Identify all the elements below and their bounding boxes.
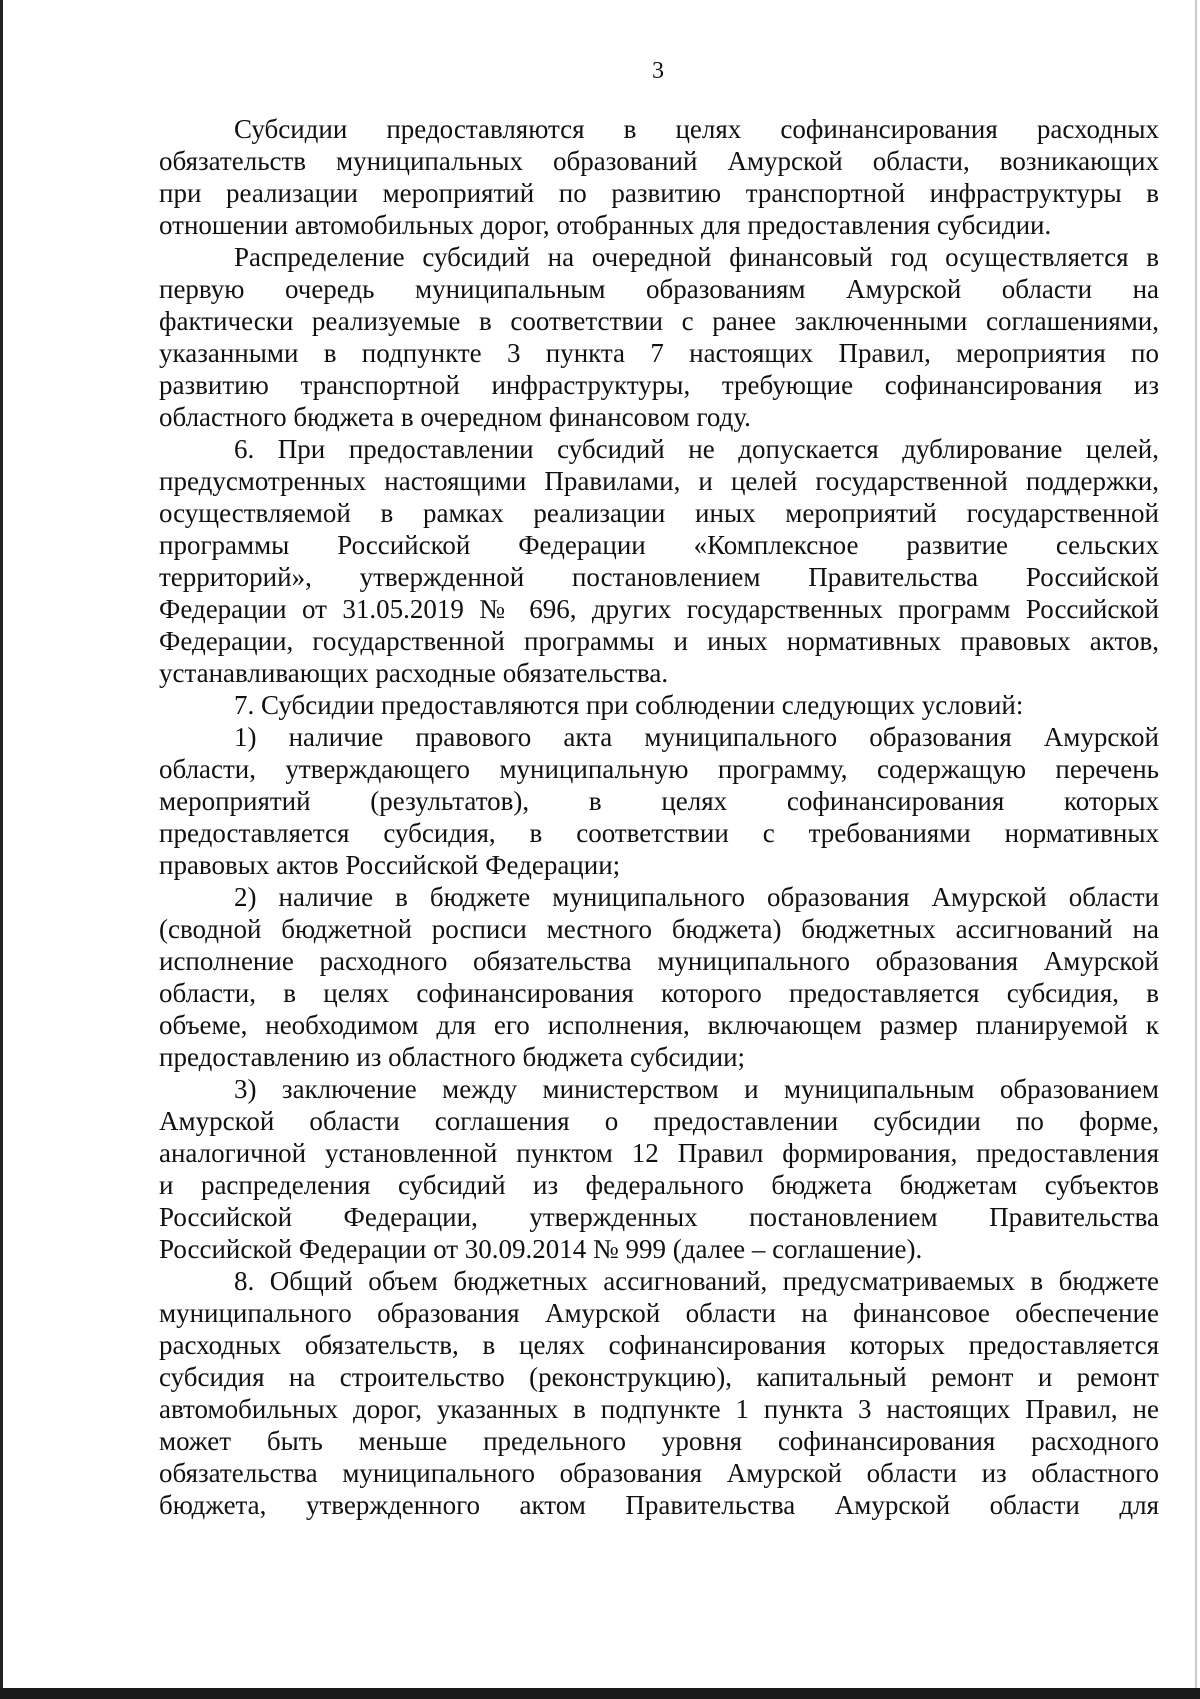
text-line: муниципального образования Амурской области на финансовое обеспечение bbox=[159, 1298, 1159, 1328]
text-line: осуществляемой в рамках реализации иных мероприятий государственной bbox=[159, 498, 1159, 528]
text-line: Федерации, государственной программы и иных нормативных правовых актов, bbox=[159, 626, 1159, 656]
text-line: Субсидии предоставляются в целях софинансирования расходных bbox=[234, 114, 1159, 144]
text-line: Амурской области соглашения о предоставлении субсидии по форме, bbox=[159, 1106, 1159, 1136]
text-line: территорий», утвержденной постановлением Правительства Российской bbox=[159, 562, 1159, 592]
text-line: Федерации от 31.05.2019 № 696, других государственных программ Российской bbox=[159, 594, 1159, 624]
text-line: Распределение субсидий на очередной финансовый год осуществляется в bbox=[234, 242, 1159, 272]
text-line: фактически реализуемые в соответствии с ранее заключенными соглашениями, bbox=[159, 306, 1159, 336]
scan-edge-left bbox=[0, 0, 3, 1699]
text-line: первую очередь муниципальным образованиям Амурской области на bbox=[159, 274, 1159, 304]
text-line: аналогичной установленной пунктом 12 Правил формирования, предоставления bbox=[159, 1138, 1159, 1168]
text-line: (сводной бюджетной росписи местного бюджета) бюджетных ассигнований на bbox=[159, 914, 1159, 944]
text-line: 2) наличие в бюджете муниципального образования Амурской области bbox=[234, 882, 1159, 912]
text-line: Российской Федерации от 30.09.2014 № 999 (далее – соглашение). bbox=[159, 1234, 923, 1264]
text-line: указанными в подпункте 3 пункта 7 настоящих Правил, мероприятия по bbox=[159, 338, 1159, 368]
text-line: правовых актов Российской Федерации; bbox=[159, 850, 621, 880]
text-line: устанавливающих расходные обязательства. bbox=[159, 658, 669, 688]
text-line: предоставлению из областного бюджета субсидии; bbox=[159, 1042, 746, 1072]
text-line: исполнение расходного обязательства муниципального образования Амурской bbox=[159, 946, 1159, 976]
text-line: может быть меньше предельного уровня софинансирования расходного bbox=[159, 1426, 1159, 1456]
text-line: и распределения субсидий из федерального бюджета бюджетам субъектов bbox=[159, 1170, 1159, 1200]
scan-edge-bottom bbox=[0, 1688, 1200, 1699]
page-number: 3 bbox=[652, 58, 664, 84]
text-line: бюджета, утвержденного актом Правительства Амурской области для bbox=[159, 1490, 1159, 1520]
scan-edge-right bbox=[1195, 0, 1197, 1699]
text-line: Российской Федерации, утвержденных постановлением Правительства bbox=[159, 1202, 1159, 1232]
text-line: 3) заключение между министерством и муниципальным образованием bbox=[234, 1074, 1159, 1104]
text-line: расходных обязательств, в целях софинансирования которых предоставляется bbox=[159, 1330, 1159, 1360]
text-line: автомобильных дорог, указанных в подпункте 1 пункта 3 настоящих Правил, не bbox=[159, 1394, 1159, 1424]
text-line: области, утверждающего муниципальную программу, содержащую перечень bbox=[159, 754, 1159, 784]
text-line: отношении автомобильных дорог, отобранных для предоставления субсидии. bbox=[159, 210, 1052, 240]
text-line: 7. Субсидии предоставляются при соблюдении следующих условий: bbox=[234, 690, 1024, 720]
text-line: предоставляется субсидия, в соответствии с требованиями нормативных bbox=[159, 818, 1159, 848]
text-line: области, в целях софинансирования которого предоставляется субсидия, в bbox=[159, 978, 1159, 1008]
text-line: при реализации мероприятий по развитию транспортной инфраструктуры в bbox=[159, 178, 1159, 208]
text-line: предусмотренных настоящими Правилами, и целей государственной поддержки, bbox=[159, 466, 1159, 496]
document-body bbox=[159, 113, 1159, 1521]
text-line: 1) наличие правового акта муниципального образования Амурской bbox=[234, 722, 1159, 752]
text-line: субсидия на строительство (реконструкцию), капитальный ремонт и ремонт bbox=[159, 1362, 1159, 1392]
text-line: программы Российской Федерации «Комплексное развитие сельских bbox=[159, 530, 1159, 560]
text-line: 8. Общий объем бюджетных ассигнований, предусматриваемых в бюджете bbox=[234, 1266, 1159, 1296]
text-line: областного бюджета в очередном финансовом году. bbox=[159, 402, 751, 432]
text-line: мероприятий (результатов), в целях софинансирования которых bbox=[159, 786, 1159, 816]
text-line: развитию транспортной инфраструктуры, требующие софинансирования из bbox=[159, 370, 1159, 400]
text-line: обязательства муниципального образования Амурской области из областного bbox=[159, 1458, 1159, 1488]
text-line: объеме, необходимом для его исполнения, включающем размер планируемой к bbox=[159, 1010, 1159, 1040]
text-line: обязательств муниципальных образований Амурской области, возникающих bbox=[159, 146, 1159, 176]
text-line: 6. При предоставлении субсидий не допускается дублирование целей, bbox=[234, 434, 1159, 464]
